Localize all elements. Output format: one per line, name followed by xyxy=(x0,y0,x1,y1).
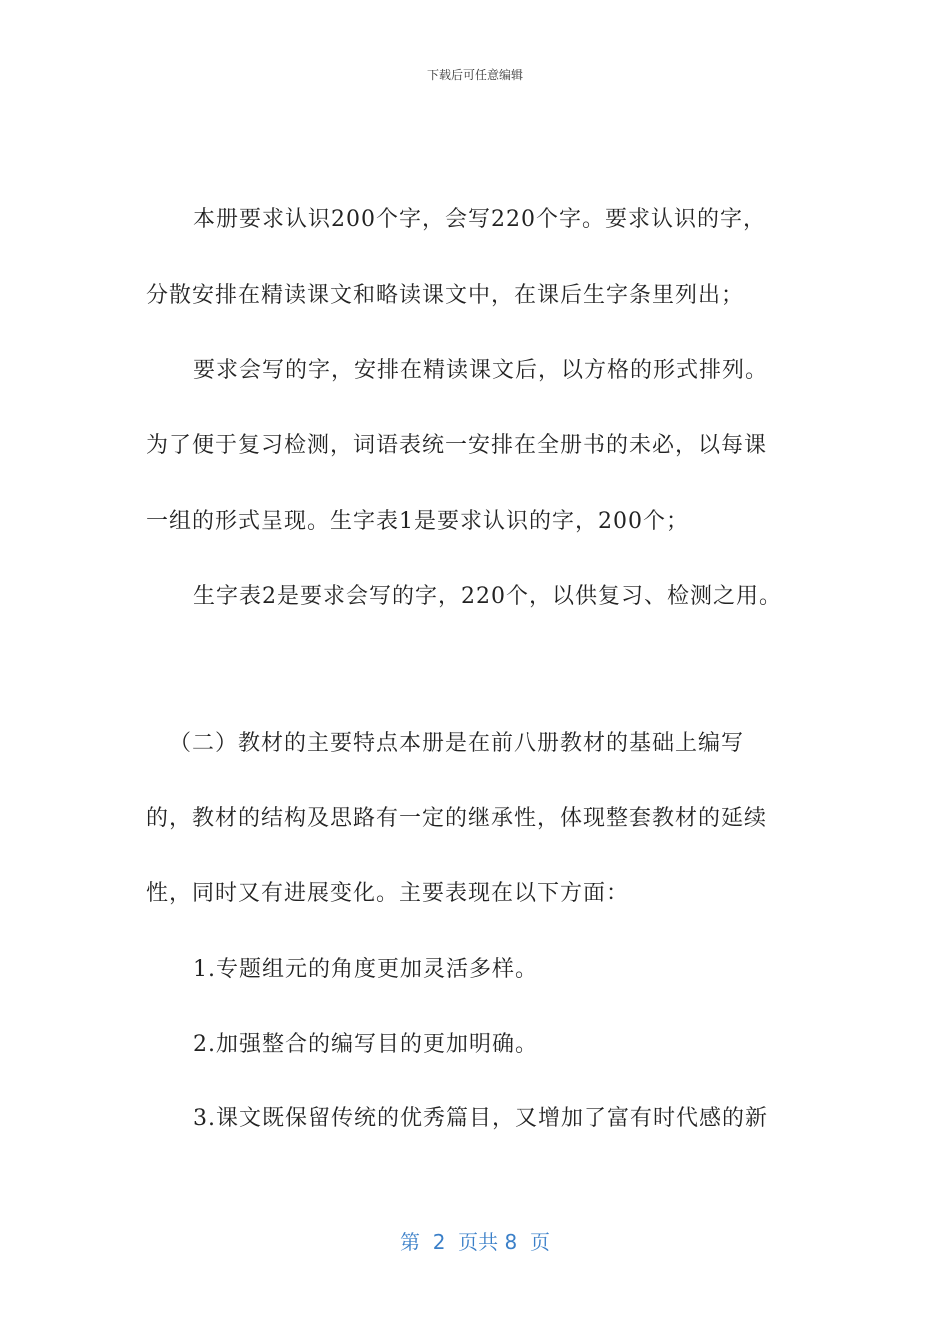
body-line: 一组的形式呈现。生字表1是要求认识的字，200个； xyxy=(146,509,689,534)
body-line: 生字表2是要求会写的字，220个，以供复习、检测之用。 xyxy=(193,584,782,609)
body-line: 1.专题组元的角度更加灵活多样。 xyxy=(193,957,538,982)
body-line: （二）教材的主要特点本册是在前八册教材的基础上编写 xyxy=(169,731,745,756)
header-note: 下载后可任意编辑 xyxy=(426,68,523,82)
body-line: 为了便于复习检测，词语表统一安排在全册书的未必，以每课 xyxy=(146,433,768,458)
body-line: 的，教材的结构及思路有一定的继承性，体现整套教材的延续 xyxy=(146,806,768,831)
body-line: 3.课文既保留传统的优秀篇目，又增加了富有时代感的新 xyxy=(193,1106,768,1131)
body-line: 性，同时又有进展变化。主要表现在以下方面： xyxy=(146,881,630,906)
body-line: 要求会写的字，安排在精读课文后，以方格的形式排列。 xyxy=(193,358,769,383)
body-line: 2.加强整合的编写目的更加明确。 xyxy=(193,1032,538,1057)
page-number: 第 2 页共 8 页 xyxy=(400,1230,550,1254)
body-line: 本册要求认识200个字，会写220个字。要求认识的字， xyxy=(193,207,766,232)
body-line: 分散安排在精读课文和略读课文中，在课后生字条里列出； xyxy=(146,283,745,308)
